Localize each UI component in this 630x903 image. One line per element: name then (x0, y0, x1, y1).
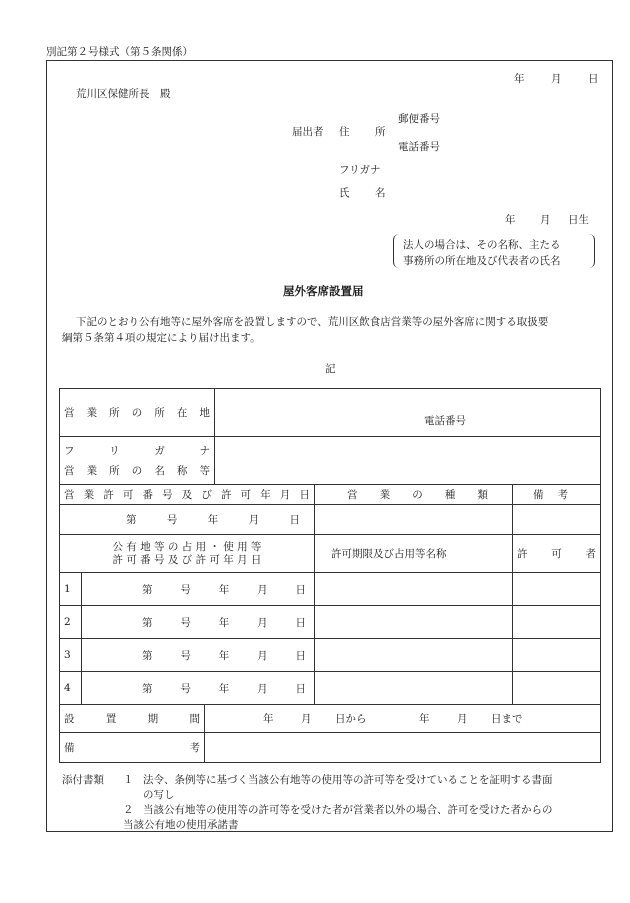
row-number: 1 (60, 573, 82, 606)
permit-period-header-cell: 許可期限及び占用等名称 (315, 535, 513, 573)
row-number: 4 (60, 672, 82, 705)
attachment-2-no: ２ (123, 804, 134, 816)
birth-month: 月 (540, 214, 551, 226)
body-line-1: 下記のとおり公有地等に屋外客席を設置しますので、荒川区飲食店営業等の屋外客席に関する取扱要 (76, 316, 549, 328)
page-title: 屋外客席設置届 (283, 284, 364, 298)
row-number: 3 (60, 639, 82, 672)
row-period-cell[interactable] (315, 573, 513, 606)
phone-number-label: 電話番号 (424, 415, 466, 427)
business-type-cell[interactable] (315, 505, 513, 535)
attachment-1-line1: 法令、条例等に基づく当該公有地等の使用等の許可等を受けていることを証明する書面 (143, 774, 553, 786)
form-id: 別記第２号様式（第５条関係） (46, 46, 193, 58)
phone-label: 電話番号 (398, 141, 440, 153)
address-label-1: 住 (339, 126, 350, 138)
remarks-cell[interactable] (513, 505, 601, 535)
row-number: 2 (60, 606, 82, 639)
applicant-label: 届出者 (292, 126, 324, 138)
shop-name-value-cell[interactable] (215, 437, 601, 485)
row-permit-cell[interactable]: 第 号 年 月 日 (82, 672, 315, 705)
period-value-cell[interactable]: 年 月 日から 年 月 日まで (205, 705, 601, 733)
date-day: 日 (588, 73, 599, 85)
date-year: 年 (514, 73, 525, 85)
address-label-2: 所 (375, 126, 386, 138)
application-table (59, 388, 601, 763)
birth-day: 日生 (568, 214, 589, 226)
addressee: 荒川区保健所長 殿 (76, 88, 171, 100)
permitter-header-cell: 許 可 者 (513, 535, 601, 573)
ki-label: 記 (325, 363, 336, 375)
row-permitter-cell[interactable] (513, 672, 601, 705)
attachments-label: 添付書類 (62, 774, 104, 786)
furigana-label: フリガナ (339, 164, 381, 176)
postal-label: 郵便番号 (398, 113, 440, 125)
public-use-header-cell: 公 有 地 等 の 占 用 ・ 使 用 等 許 可 番 号 及 び 許 可 年 月 日 (60, 535, 315, 573)
name-label-1: 氏 (339, 187, 350, 199)
row-permitter-cell[interactable] (513, 606, 601, 639)
corp-note-2: 事務所の所在地及び代表者の氏名 (403, 255, 561, 267)
row-permitter-cell[interactable] (513, 639, 601, 672)
row-permit-cell[interactable]: 第 号 年 月 日 (82, 573, 315, 606)
row-period-cell[interactable] (315, 639, 513, 672)
remarks-value-cell[interactable] (205, 733, 601, 763)
attachment-2-line1: 当該公有地等の使用等の許可等を受けた者が営業者以外の場合、許可を受けた者からの (143, 804, 553, 816)
corp-note-1: 法人の場合は、その名称、主たる (403, 239, 561, 251)
row-permitter-cell[interactable] (513, 573, 601, 606)
table-row (60, 672, 601, 705)
location-value-cell[interactable] (215, 389, 601, 437)
attachment-1-line2: の写し (143, 789, 175, 801)
remarks-header-cell: 備 考 (513, 485, 601, 505)
row-permit-cell[interactable]: 第 号 年 月 日 (82, 606, 315, 639)
attachment-1-no: １ (123, 774, 134, 786)
shop-name-label-cell: フ リ ガ ナ 営 業 所 の 名 称 等 (60, 437, 215, 485)
period-label-cell: 設 置 期 間 (60, 705, 205, 733)
permit-number-cell[interactable]: 第 号 年 月 日 (60, 505, 315, 535)
location-label-cell: 営 業 所 の 所 在 地 (60, 389, 215, 437)
table-row (60, 573, 601, 606)
birth-year: 年 (505, 214, 516, 226)
remarks-label-cell: 備 考 (60, 733, 205, 763)
permit-header-cell: 営 業 許 可 番 号 及 び 許 可 年 月 日 (60, 485, 315, 505)
row-period-cell[interactable] (315, 606, 513, 639)
date-month: 月 (551, 73, 562, 85)
row-period-cell[interactable] (315, 672, 513, 705)
body-line-2: 綱第５条第４項の規定により届け出ます。 (62, 332, 261, 344)
table-row (60, 639, 601, 672)
table-row (60, 606, 601, 639)
business-type-header-cell: 営 業 の 種 類 (315, 485, 513, 505)
row-permit-cell[interactable]: 第 号 年 月 日 (82, 639, 315, 672)
name-label-2: 名 (375, 187, 386, 199)
attachment-2-line2: 当該公有地の使用承諾書 (123, 819, 239, 831)
